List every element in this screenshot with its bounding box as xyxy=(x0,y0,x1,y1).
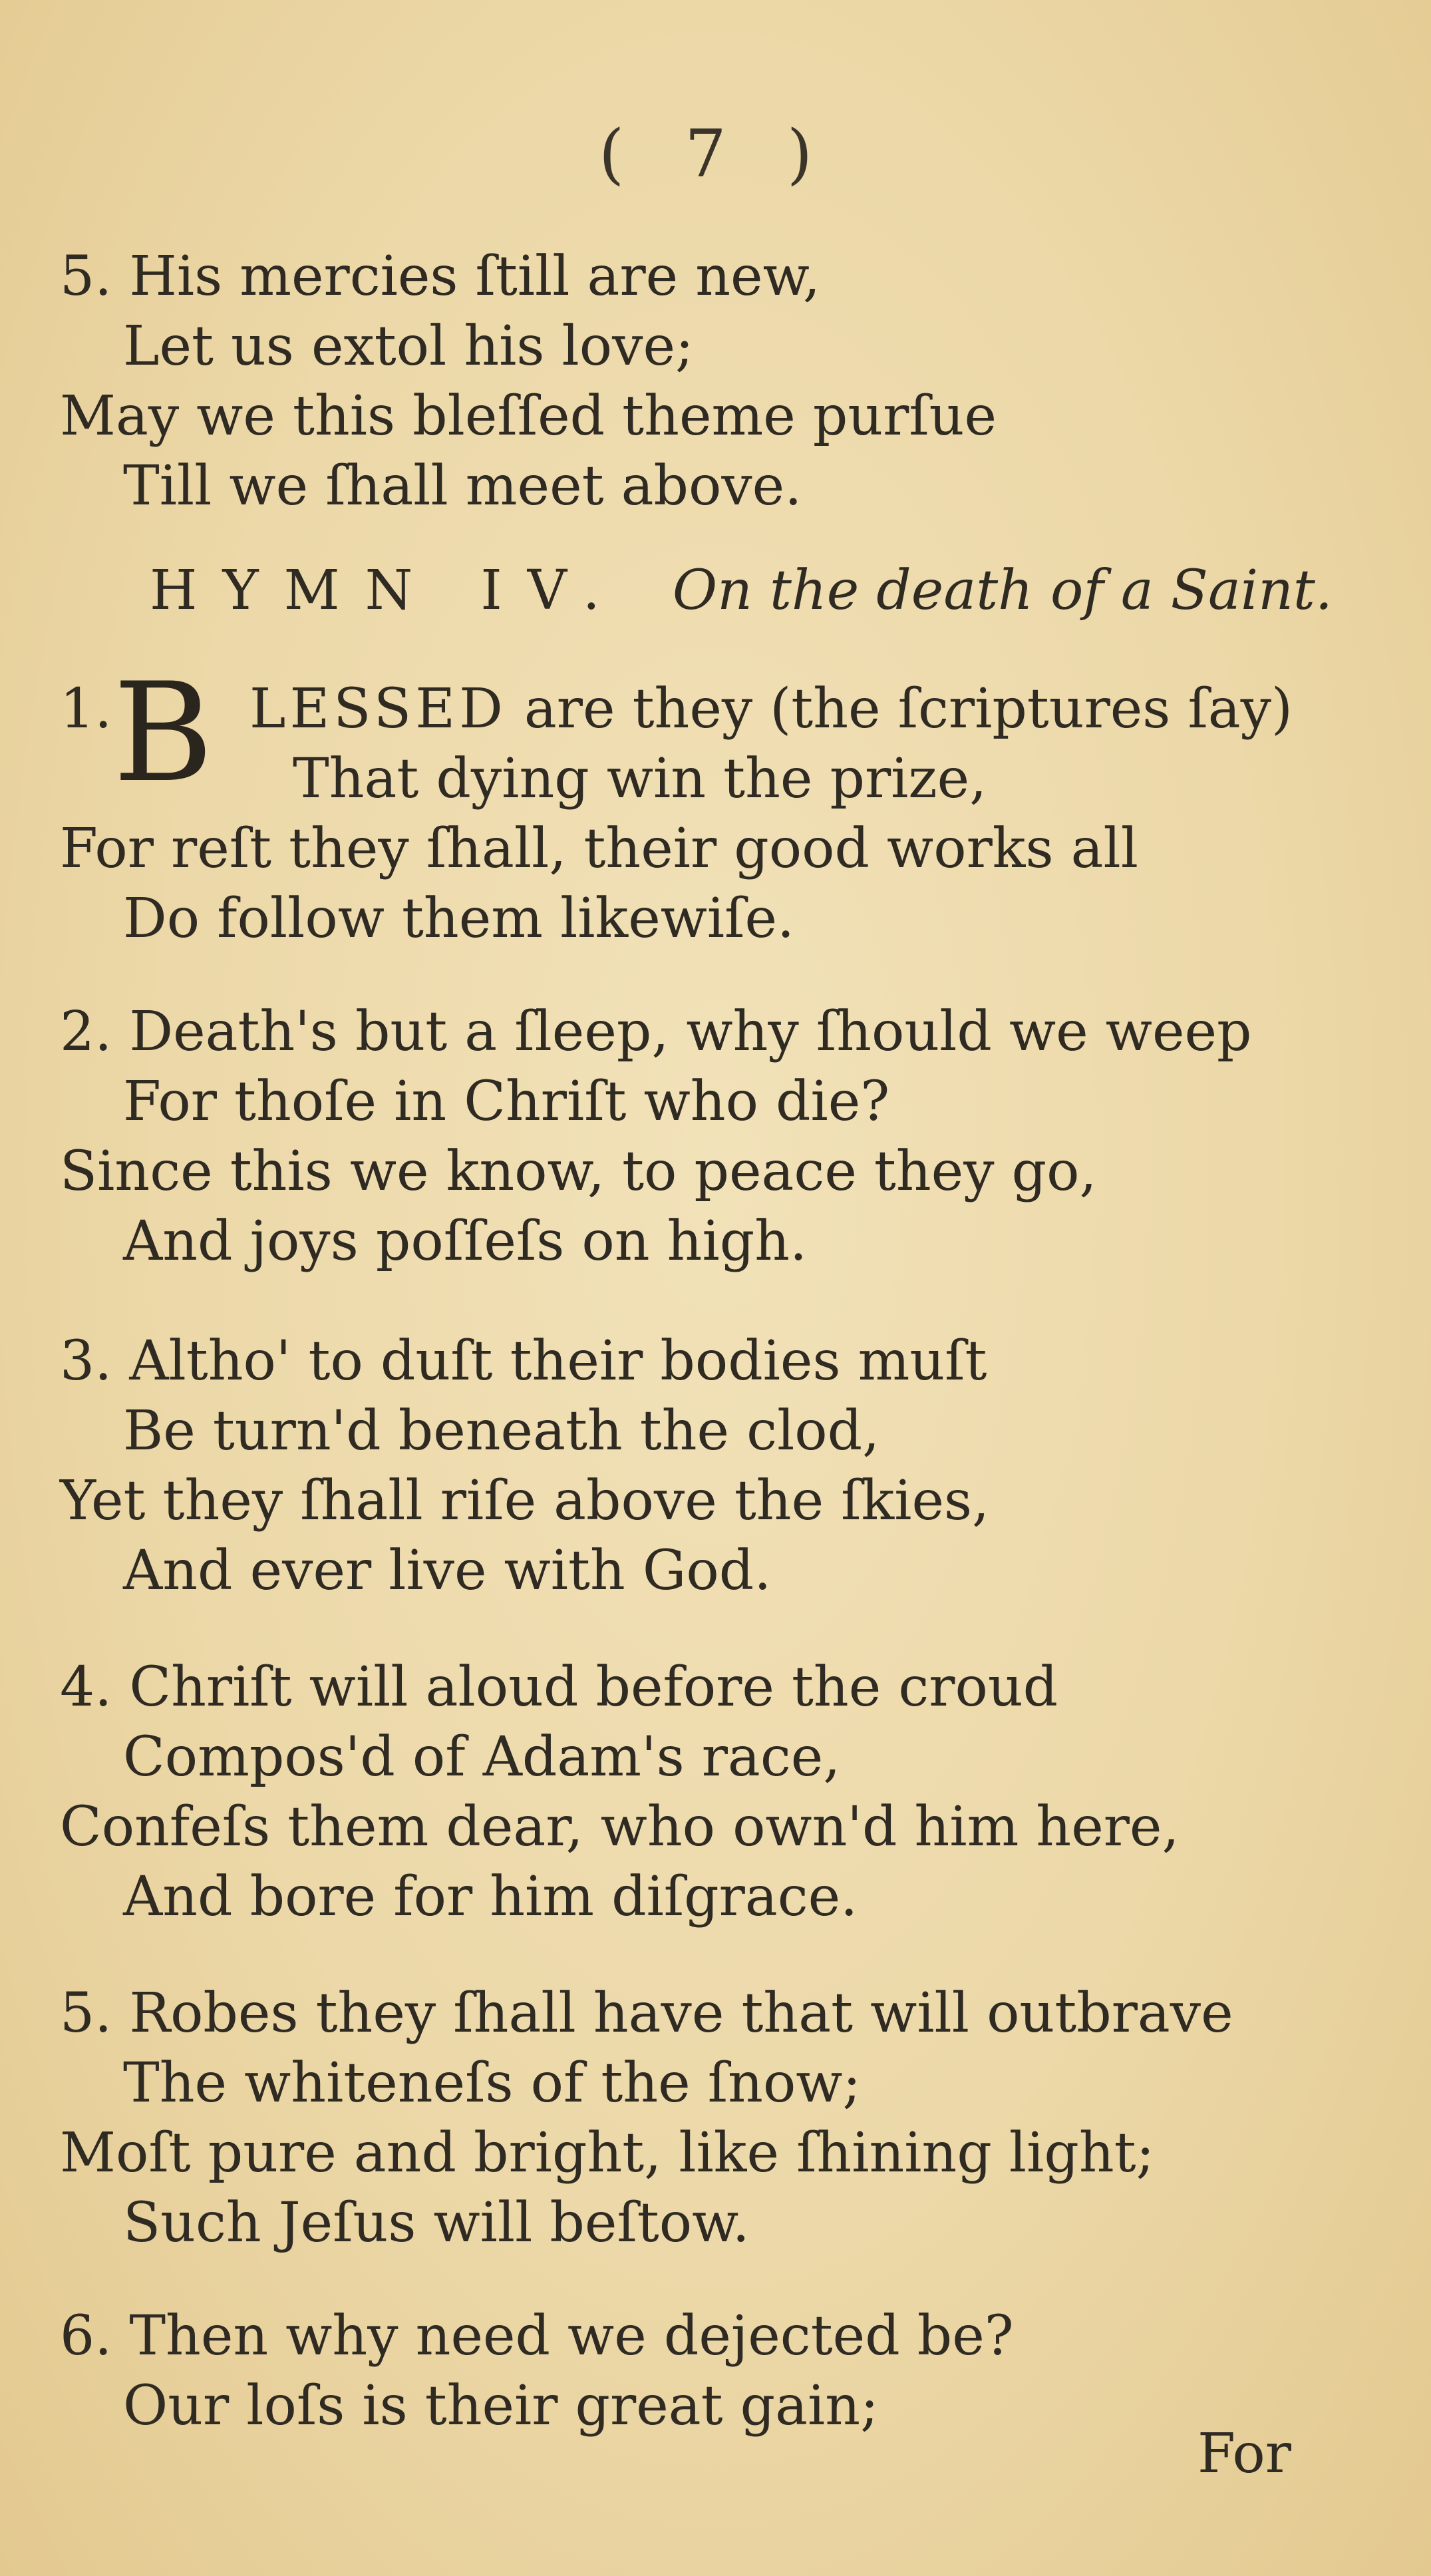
verse-line: Till we ſhall meet above. xyxy=(123,455,802,518)
verse-line: And ever live with God. xyxy=(123,1539,772,1602)
verse-line: Yet they ſhall riſe above the ſkies, xyxy=(60,1469,990,1533)
verse-line: Confeſs them dear, who own'd him here, xyxy=(60,1795,1180,1859)
verse-line xyxy=(60,1982,1233,2045)
hymn-label: HYMN IV. xyxy=(150,559,625,622)
verse-line: Moſt pure and bright, like ſhining light; xyxy=(60,2121,1155,2185)
verse-text: Then why need we dejected be? xyxy=(129,2304,1014,2368)
hymn-subtitle: On the death of a Saint. xyxy=(672,559,1333,622)
catchword: For xyxy=(1197,2422,1291,2485)
stanza-number: 5. xyxy=(60,1982,112,2045)
verse-line: And joys poſſeſs on high. xyxy=(123,1210,808,1273)
drop-cap: B xyxy=(113,654,214,813)
verse-line: And bore for him diſgrace. xyxy=(123,1865,858,1929)
verse-line: Our loſs is their great gain; xyxy=(123,2374,879,2438)
verse-text: Chriſt will aloud before the croud xyxy=(129,1656,1058,1719)
stanza-number: 3. xyxy=(60,1330,112,1393)
verse-line xyxy=(60,1000,1252,1063)
verse-line: Since this we know, to peace they go, xyxy=(60,1140,1097,1203)
verse-line xyxy=(60,245,821,308)
hymn-heading xyxy=(150,559,1333,622)
verse-line: The whiteneſs of the ſnow; xyxy=(123,2052,862,2115)
verse-text: are they (the ſcriptures ſay) xyxy=(524,677,1293,741)
stanza-number: 5. xyxy=(60,245,112,308)
stanza-number: 2. xyxy=(60,1000,112,1063)
verse-line: May we this bleſſed theme purſue xyxy=(60,385,997,448)
verse-text: His mercies ſtill are new, xyxy=(129,245,821,308)
verse-line xyxy=(60,1330,987,1393)
verse-line: Be turn'd beneath the clod, xyxy=(123,1399,880,1463)
verse-line: Such Jeſus will beſtow. xyxy=(123,2191,750,2255)
verse-line: Compos'd of Adam's race, xyxy=(123,1726,841,1789)
stanza-number: 1. xyxy=(60,677,112,741)
verse-line: Do follow them likewiſe. xyxy=(123,887,795,950)
verse-line xyxy=(249,677,1293,741)
verse-text: Death's but a ſleep, why ſhould we weep xyxy=(129,1000,1252,1063)
stanza-number: 6. xyxy=(60,2304,112,2368)
page-number: ( 7 ) xyxy=(598,116,833,192)
verse-line xyxy=(60,1656,1058,1719)
verse-line: That dying win the prize, xyxy=(293,747,987,811)
lead-word: LESSED xyxy=(249,677,507,741)
verse-line: For thoſe in Chriſt who die? xyxy=(123,1070,890,1133)
verse-text: Altho' to duſt their bodies muſt xyxy=(129,1330,987,1393)
verse-line: For reſt they ſhall, their good works all xyxy=(60,817,1138,880)
verse-line: Let us extol his love; xyxy=(123,315,694,378)
stanza-number: 4. xyxy=(60,1656,112,1719)
verse-line xyxy=(60,2304,1014,2368)
verse-text: Robes they ſhall have that will outbrave xyxy=(129,1982,1233,2045)
